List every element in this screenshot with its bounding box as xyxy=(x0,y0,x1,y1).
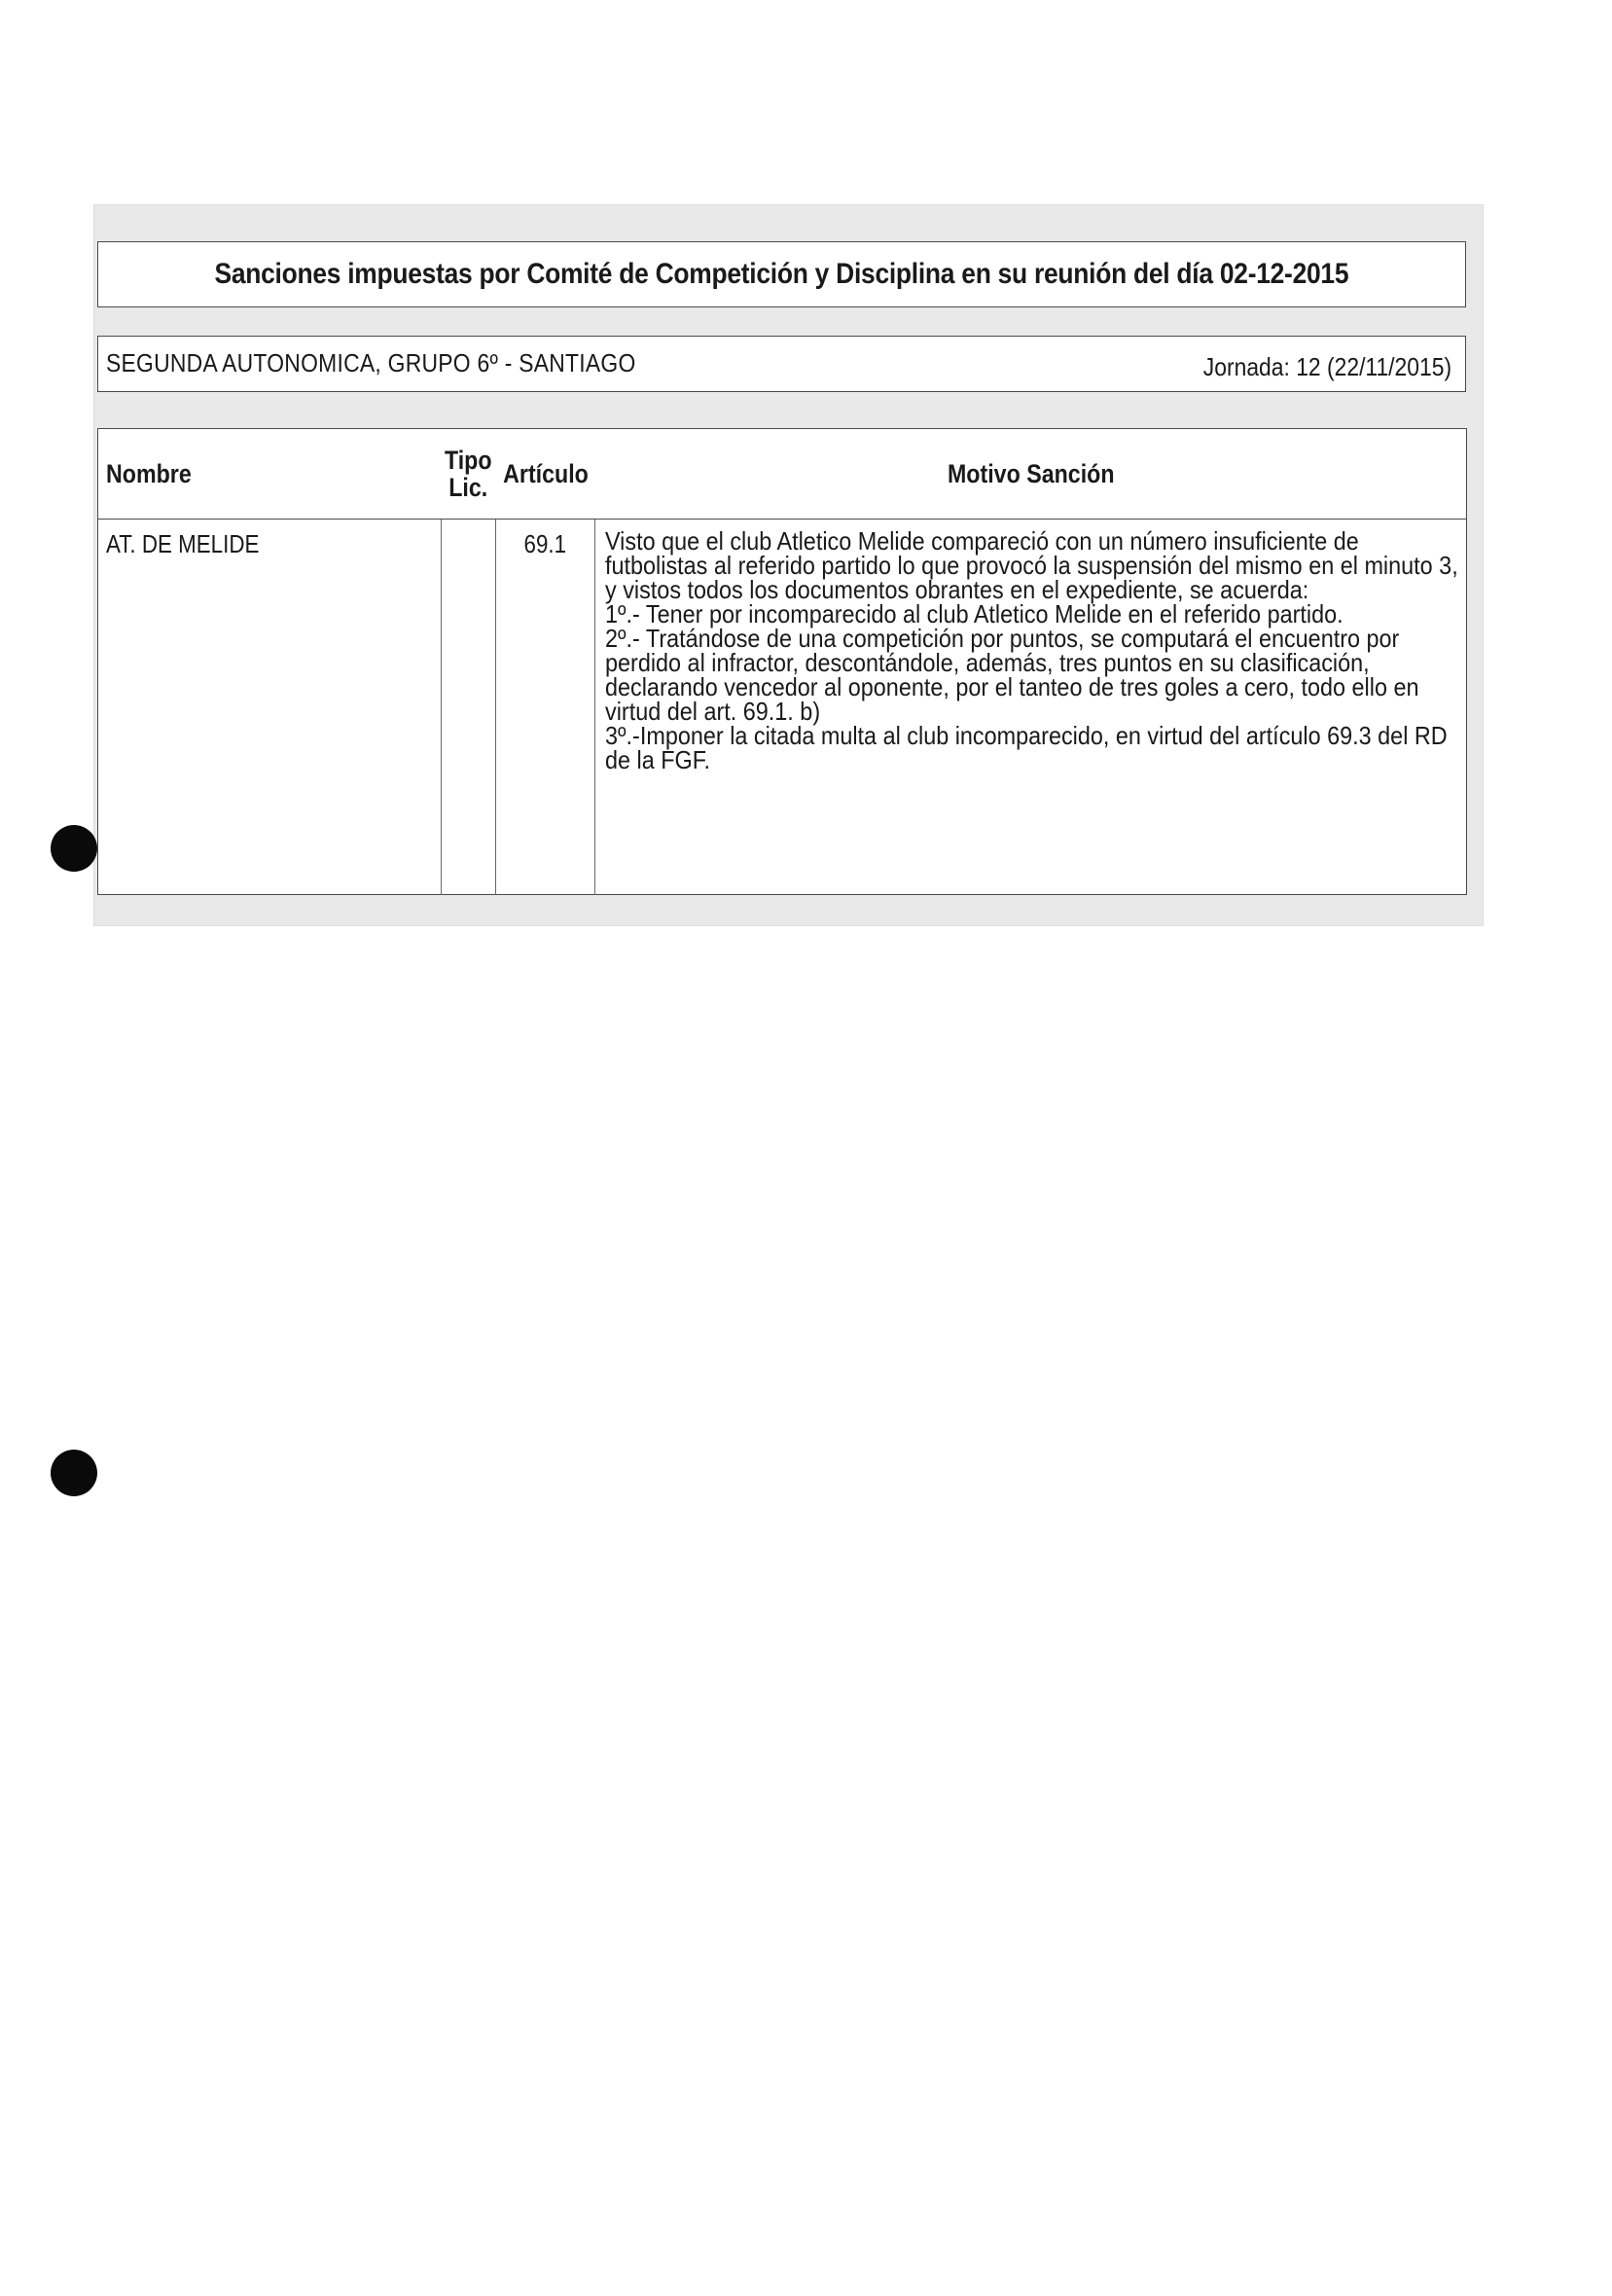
document-title: Sanciones impuestas por Comité de Competición y Disciplina en su reunión del día 02-12-2015 xyxy=(214,258,1349,290)
document-title-box xyxy=(97,241,1466,307)
punch-hole-bottom xyxy=(51,1450,97,1496)
sanctions-table xyxy=(97,428,1467,895)
table-header-row xyxy=(98,429,1467,520)
punch-hole-top xyxy=(51,825,97,872)
header-tipo-lic: Tipo Lic. xyxy=(441,429,496,520)
cell-articulo: 69.1 xyxy=(496,520,595,895)
header-nombre: Nombre xyxy=(98,429,442,520)
motivo-paragraph: Visto que el club Atletico Melide compareció con un número insuficiente de futbolistas al referido partido lo que provocó la suspensión del mismo en el minuto 3, y vistos todos los documentos obrantes en el expediente, se acuerda: xyxy=(605,526,1458,604)
motivo-paragraph: 1º.- Tener por incomparecido al club Atletico Melide en el referido partido. xyxy=(605,599,1343,628)
header-articulo: Artículo xyxy=(496,429,595,520)
jornada-label: Jornada: 12 (22/11/2015) xyxy=(1202,352,1451,381)
cell-nombre: AT. DE MELIDE xyxy=(106,529,260,558)
cell-motivo-sancion xyxy=(595,520,1467,895)
competition-name: SEGUNDA AUTONOMICA, GRUPO 6º - SANTIAGO xyxy=(106,348,636,377)
header-motivo-sancion: Motivo Sanción xyxy=(595,429,1467,520)
competition-header xyxy=(97,336,1466,392)
cell-tipo-lic xyxy=(441,520,496,895)
table-row xyxy=(98,520,1467,895)
motivo-paragraph: 2º.- Tratándose de una competición por puntos, se computará el encuentro por perdido al infractor, descontándole, además, tres puntos en su clasificación, declarando vencedor al oponente, por el tanteo de tres goles a cero, todo ello en virtud del art. 69.1. b) xyxy=(605,624,1419,726)
motivo-paragraph: 3º.-Imponer la citada multa al club incomparecido, en virtud del artículo 69.3 del RD de la FGF. xyxy=(605,721,1448,774)
